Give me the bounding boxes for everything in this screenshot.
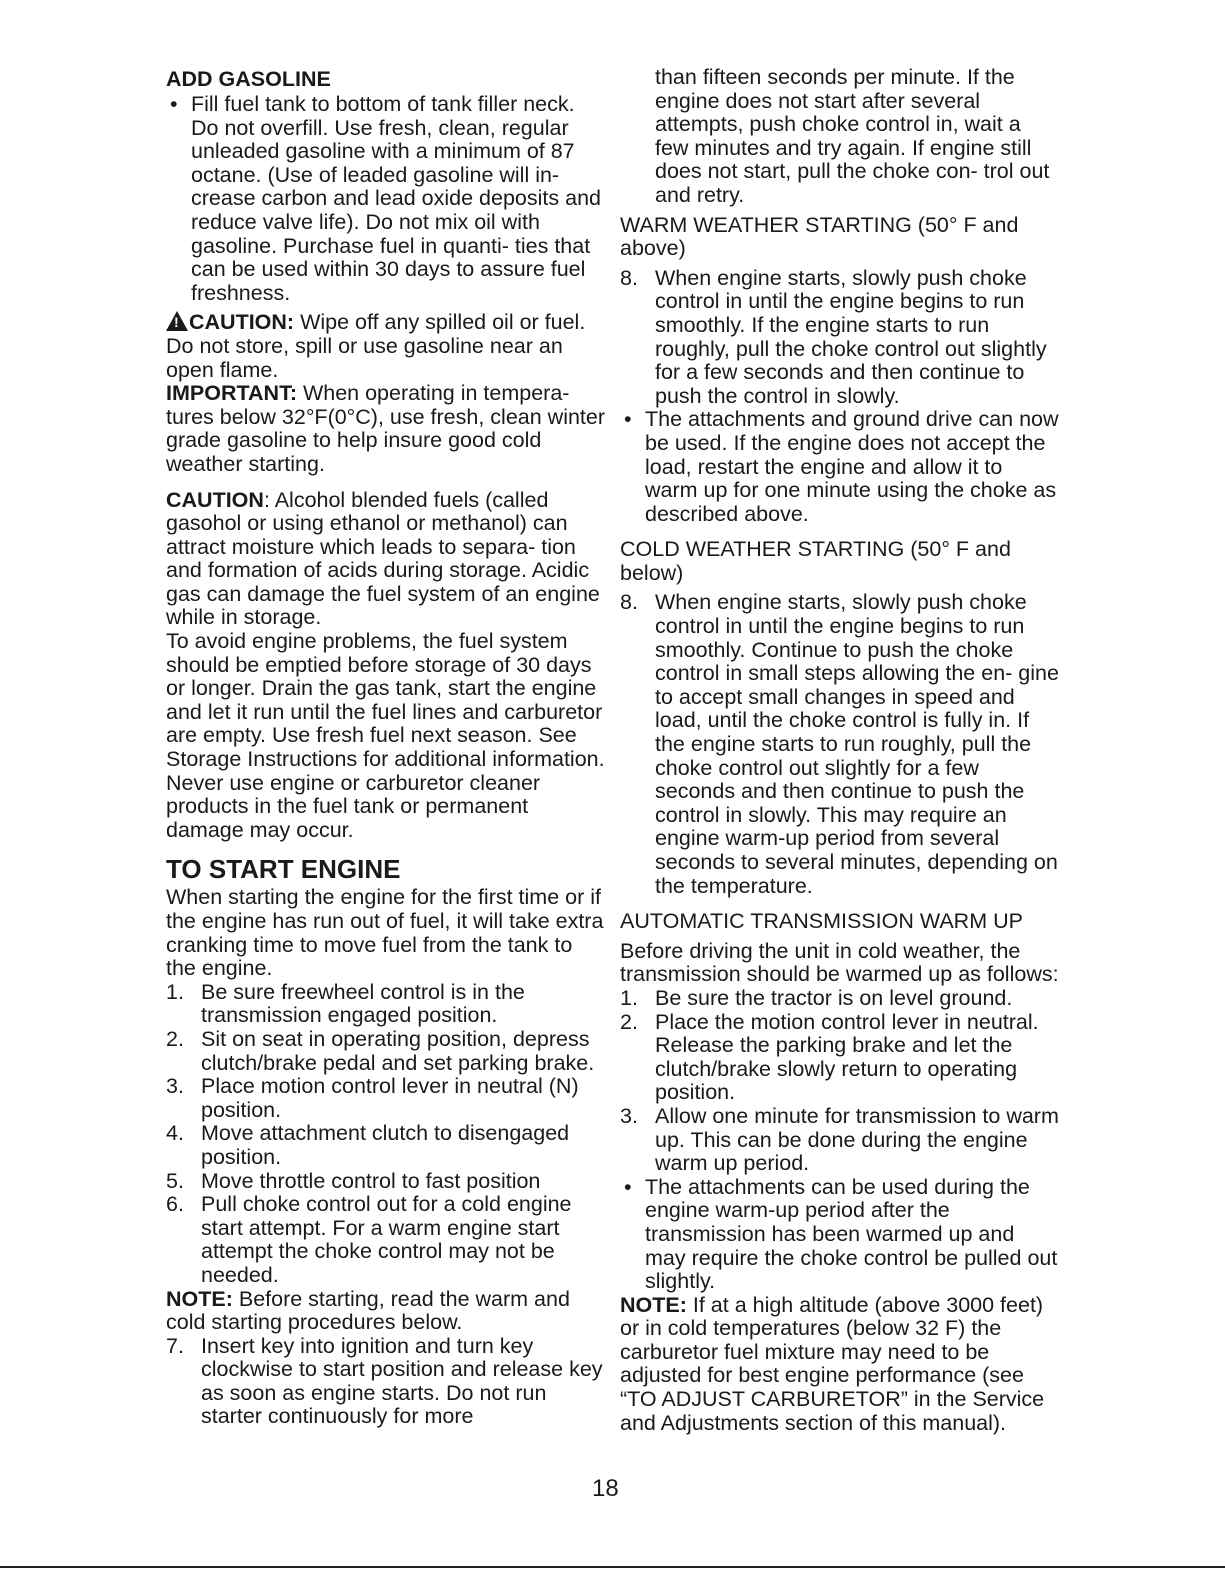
continued-step-text: than fifteen seconds per minute. If the engine does not start after several attempts, push choke control in, wait a few minutes and try again. If engine still does not start, pull the choke con- trol out and retry. xyxy=(655,65,1050,207)
caution-label: CAUTION: xyxy=(189,310,295,335)
important-paragraph xyxy=(166,382,606,476)
warm-weather-heading: WARM WEATHER STARTING (50° F and above) xyxy=(620,212,1019,261)
step-text: Allow one minute for transmission to warm up. This can be done during the engine warm up period. xyxy=(655,1103,1059,1176)
auto-attachments-text: The attachments can be used during the engine warm-up period after the transmission has been warmed up and may require the choke control be pulled out slightly. xyxy=(645,1174,1058,1294)
step-text: Place the motion control lever in neutral. Release the parking brake and let the clutch/brake slowly return to operating position. xyxy=(655,1009,1039,1105)
warm-attachments-text: The attachments and ground drive can now be used. If the engine does not accept the load, restart the engine and allow it to warm up for one minute using the choke as described above. xyxy=(645,407,1059,526)
step-number: 6. xyxy=(166,1192,184,1217)
cold-weather-heading: COLD WEATHER STARTING (50° F and below) xyxy=(620,537,1011,585)
step-number: 1. xyxy=(166,979,184,1004)
auto-steps-list xyxy=(620,987,1060,1176)
step-text: Pull choke control out for a cold engine start attempt. For a warm engine start attempt the choke control may not be needed. xyxy=(201,1192,572,1287)
list-item xyxy=(166,1170,606,1194)
list-item xyxy=(620,267,1060,409)
note-paragraph xyxy=(166,1288,606,1335)
list-item xyxy=(166,981,606,1028)
auto-attachments-bullet xyxy=(620,1176,1060,1294)
never-use-cleaner-paragraph: Never use engine or carburetor cleaner products in the fuel tank or permanent damage may occur. xyxy=(166,770,541,842)
left-column xyxy=(166,66,606,1429)
list-item xyxy=(620,987,1060,1011)
step-number: 7. xyxy=(166,1333,184,1358)
avoid-problems-paragraph: To avoid engine problems, the fuel system should be emptied before storage of 30 days or longer. Drain the gas tank, start the engine and let it run until the fuel lines and carburetor are empty. Use fresh fuel next season. See Storage Instructions for additional information. xyxy=(166,629,605,772)
step-number: 8. xyxy=(620,265,638,290)
list-item xyxy=(166,1335,606,1429)
altitude-note-paragraph xyxy=(620,1294,1060,1436)
automatic-transmission-heading: AUTOMATIC TRANSMISSION WARM UP xyxy=(620,909,1023,934)
add-gasoline-bullet-text: Fill fuel tank to bottom of tank filler neck. Do not overfill. Use fresh, clean, regular unleaded gasoline with a minimum of 87 octane. (Use of leaded gasoline will in- crease carbon and lead oxide deposits and reduce valve life). Do not mix oil with gasoline. Purchase fuel in quanti- ties that can be used within 30 days to assure fuel freshness. xyxy=(191,92,601,305)
bullet-mark: • xyxy=(170,92,178,116)
list-item xyxy=(620,1105,1060,1176)
list-item xyxy=(166,1075,606,1122)
caution-alcohol-text: : Alcohol blended fuels (called gasohol or using ethanol or methanol) can attract moisture which leads to separa- tion and formation of acids during storage. Acidic gas can damage the fuel system of an engine while in storage. xyxy=(166,487,600,630)
step-text: Sit on seat in operating position, depress clutch/brake pedal and set parking brake. xyxy=(201,1026,595,1075)
step-text: Move throttle control to fast position xyxy=(201,1168,541,1193)
step-text: Insert key into ignition and turn key clockwise to start position and release key as soon as engine starts. Do not run starter continuously for more xyxy=(201,1333,603,1429)
note-text: Before starting, read the warm and cold starting procedures below. xyxy=(166,1286,570,1335)
auto-intro-paragraph: Before driving the unit in cold weather, the transmission should be warmed up as follows: xyxy=(620,938,1059,987)
to-start-engine-heading: TO START ENGINE xyxy=(166,854,401,885)
important-label: IMPORTANT: xyxy=(166,381,297,406)
note-label: NOTE: xyxy=(620,1292,687,1317)
step-text: When engine starts, slowly push choke control in until the engine begins to run smoothly. Continue to push the choke control in small steps allowing the en- gine to accept small changes in speed and load, until the choke control is fully in. If the engine starts to run roughly, pull the choke control out slightly for a few seconds and then continue to push the control in slowly. This may require an engine warm-up period from several seconds to several minutes, depending on the temperature. xyxy=(655,590,1059,898)
page-number: 18 xyxy=(592,1475,619,1502)
step-number: 2. xyxy=(166,1026,184,1051)
step-text: Move attachment clutch to disengaged position. xyxy=(201,1121,570,1169)
step-text: When engine starts, slowly push choke control in until the engine begins to run smoothly. If the engine starts to run roughly, pull the choke control out slightly for a few seconds and then continue to push the control in slowly. xyxy=(655,265,1047,408)
step-number: 1. xyxy=(620,985,638,1010)
list-item xyxy=(166,1193,606,1287)
list-item xyxy=(620,591,1060,898)
step-number: 4. xyxy=(166,1121,184,1146)
caution-spill-paragraph xyxy=(166,311,606,382)
add-gasoline-heading: ADD GASOLINE xyxy=(166,67,331,91)
step-number: 5. xyxy=(166,1168,184,1193)
step-number: 2. xyxy=(620,1009,638,1034)
step-number: 3. xyxy=(166,1074,184,1099)
list-item xyxy=(166,1028,606,1075)
caution-alcohol-label: CAUTION xyxy=(166,487,264,512)
step-number: 3. xyxy=(620,1103,638,1128)
step-number: 8. xyxy=(620,590,638,615)
add-gasoline-bullet xyxy=(166,93,606,305)
note-text: If at a high altitude (above 3000 feet) or in cold temperatures (below 32 F) the carburetor fuel mixture may need to be adjusted for best engine performance (see “TO ADJUST CARBURETOR” in the Service and Adjustments section of this manual). xyxy=(620,1292,1045,1435)
warning-triangle-icon xyxy=(166,311,188,331)
bottom-rule xyxy=(0,1566,1225,1568)
warm-attachments-bullet xyxy=(620,408,1060,526)
caution-text: Wipe off any spilled oil or fuel. Do not store, spill or use gasoline near an open flame. xyxy=(166,310,586,382)
important-text: When operating in tempera- tures below 32°F(0°C), use fresh, clean winter grade gasoline to help insure good cold weather starting. xyxy=(166,381,606,476)
list-item xyxy=(620,1011,1060,1105)
list-item xyxy=(166,1122,606,1169)
note-label: NOTE: xyxy=(166,1286,233,1311)
right-column xyxy=(620,66,1060,1435)
caution-alcohol-paragraph xyxy=(166,489,606,631)
start-steps-list xyxy=(166,981,606,1288)
start-intro-paragraph: When starting the engine for the first time or if the engine has run out of fuel, it will take extra cranking time to move fuel from the tank to the engine. xyxy=(166,885,604,981)
step-text: Place motion control lever in neutral (N) position. xyxy=(201,1074,579,1122)
step-text: Be sure freewheel control is in the transmission engaged position. xyxy=(201,979,525,1028)
bullet-mark: • xyxy=(624,407,632,432)
bullet-mark: • xyxy=(624,1174,632,1199)
step-text: Be sure the tractor is on level ground. xyxy=(655,985,1013,1010)
